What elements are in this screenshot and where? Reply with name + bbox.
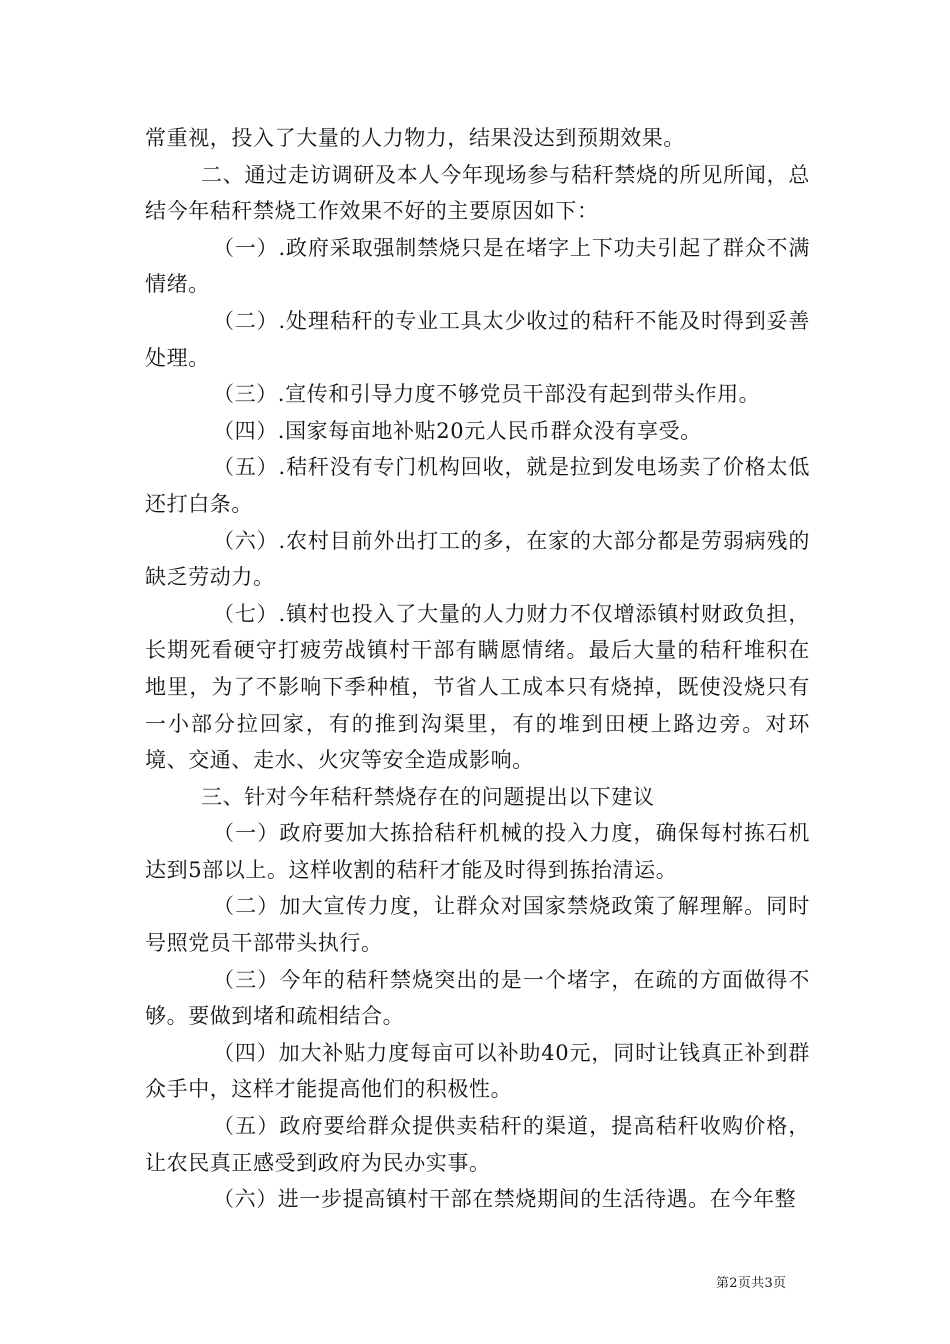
section-heading-three: 三、针对今年秸秆禁烧存在的问题提出以下建议 xyxy=(201,784,655,809)
reason-item-4: （四）.国家每亩地补贴20元人民币群众没有享受。 xyxy=(213,418,702,443)
reason-item-1: （一）.政府采取强制禁烧只是在堵字上下功夫引起了群众不满情绪。 xyxy=(145,235,810,297)
reason-item-5: （五）.秸秆没有专门机构回收，就是拉到发电场卖了价格太低还打白条。 xyxy=(145,455,810,516)
reason-item-2: （二）.处理秸秆的专业工具太少收过的秸秆不能及时得到妥善处理。 xyxy=(145,308,810,370)
reason-item-7: （七）.镇村也投入了大量的人力财力不仅增添镇村财政负担，长期死看硬守打疲劳战镇村干部有瞒愿情绪。最后大量的秸秆堆积在地里，为了不影响下季种植，节省人工成本只有烧掉，既使没烧只有一小部分拉回家，有的推到沟渠里，有的堆到田梗上路边旁。对环境、交通、走水、火灾等安全造成影响。 xyxy=(145,601,810,773)
suggestion-item-1: （一）政府要加大拣拾秸秆机械的投入力度，确保每村拣石机达到5部以上。这样收割的秸秆才能及时得到拣抬清运。 xyxy=(145,821,810,882)
suggestion-item-3: （三）今年的秸秆禁烧突出的是一个堵字，在疏的方面做得不够。要做到堵和疏相结合。 xyxy=(145,967,810,1029)
suggestion-item-6: （六）进一步提高镇村干部在禁烧期间的生活待遇。在今年整 xyxy=(213,1187,797,1212)
document-body xyxy=(145,120,810,1218)
reason-item-3: （三）.宣传和引导力度不够党员干部没有起到带头作用。 xyxy=(213,382,761,407)
suggestion-item-5: （五）政府要给群众提供卖秸秆的渠道，提高秸秆收购价格，让农民真正感受到政府为民办实事。 xyxy=(145,1114,810,1175)
suggestion-item-2: （二）加大宣传力度，让群众对国家禁烧政策了解理解。同时号照党员干部带头执行。 xyxy=(145,894,810,956)
section-heading-two: 二、通过走访调研及本人今年现场参与秸秆禁烧的所见所闻，总结今年秸秆禁烧工作效果不好的主要原因如下： xyxy=(145,162,810,224)
suggestion-item-4: （四）加大补贴力度每亩可以补助40元，同时让钱真正补到群众手中，这样才能提高他们的积极性。 xyxy=(145,1040,810,1102)
page-number-footer: 第2页共3页 xyxy=(716,1276,787,1291)
reason-item-6: （六）.农村目前外出打工的多，在家的大部分都是劳弱病残的缺乏劳动力。 xyxy=(145,528,810,590)
paragraph-continuation: 常重视，投入了大量的人力物力，结果没达到预期效果。 xyxy=(145,126,685,150)
